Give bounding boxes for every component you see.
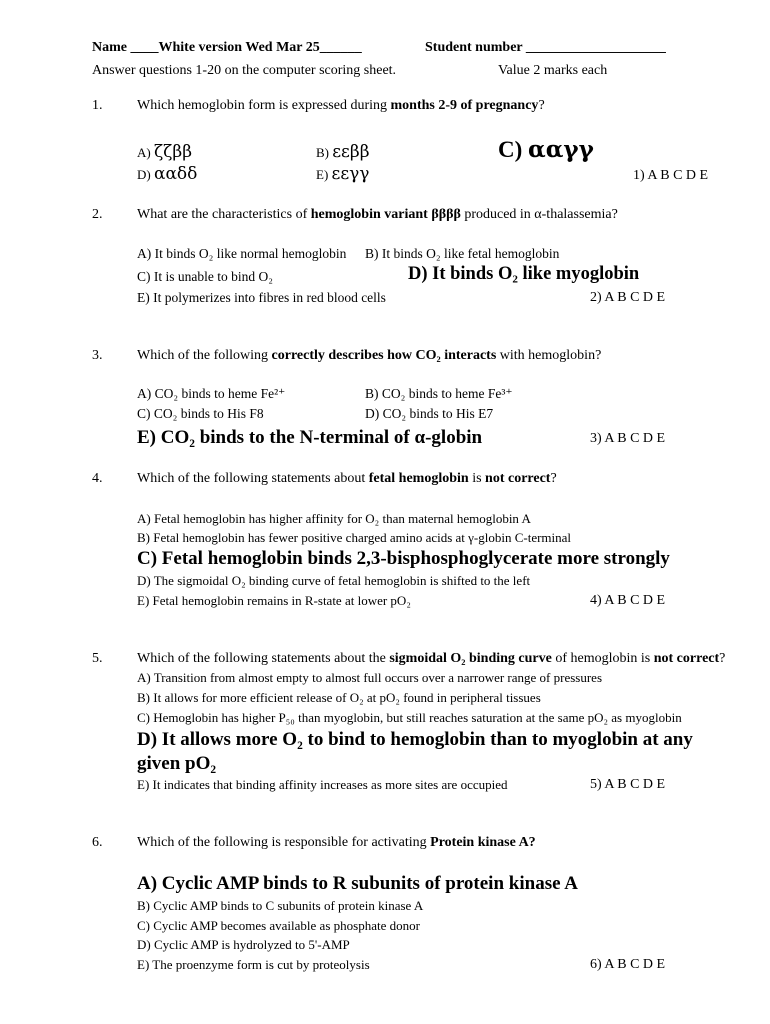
answer-key: 6) A B C D E: [590, 957, 666, 972]
instructions: Answer questions 1-20 on the computer scoring sheet.: [92, 63, 397, 78]
option-correct: E) CO₂ binds to the N-terminal of α-globin: [137, 427, 483, 448]
option-correct-continued: given pO₂: [137, 753, 217, 774]
question-stem: Which of the following correctly describes how CO₂ interacts with hemoglobin?: [137, 348, 602, 363]
answer-key: 4) A B C D E: [590, 593, 666, 608]
option: B) CO₂ binds to heme Fe³⁺: [365, 386, 513, 401]
option: D) CO₂ binds to His E7: [365, 406, 494, 421]
option-correct: C) ααγγ: [498, 136, 594, 163]
question-stem: Which of the following statements about fetal hemoglobin is not correct?: [137, 471, 557, 486]
option-correct: C) Fetal hemoglobin binds 2,3-bisphosphoglycerate more strongly: [137, 548, 670, 569]
answer-key: 2) A B C D E: [590, 290, 666, 305]
option: B) εεββ: [316, 142, 370, 162]
answer-key: 5) A B C D E: [590, 777, 666, 792]
student-number: Student number ____________________: [425, 40, 666, 55]
question-number: 2.: [92, 207, 103, 222]
question-stem: What are the characteristics of hemoglobin variant ββββ produced in α-thalassemia?: [137, 207, 618, 222]
option: B) It allows for more efficient release of O₂ at pO₂ found in peripheral tissues: [137, 690, 541, 705]
name-line: Name ____White version Wed Mar 25______: [92, 40, 362, 55]
option: E) εεγγ: [316, 164, 370, 184]
question-stem: Which of the following is responsible for activating Protein kinase A?: [137, 835, 536, 850]
option: A) It binds O₂ like normal hemoglobin: [137, 246, 347, 261]
option: D) ααδδ: [137, 164, 198, 184]
option: C) Hemoglobin has higher P₅₀ than myoglobin, but still reaches saturation at the same pO₂ as myoglobin: [137, 710, 682, 725]
question-stem: Which of the following statements about the sigmoidal O₂ binding curve of hemoglobin is not correct?: [137, 651, 726, 666]
question-number: 3.: [92, 348, 103, 363]
question-number: 5.: [92, 651, 103, 666]
option: B) It binds O₂ like fetal hemoglobin: [365, 246, 560, 261]
question-stem: Which hemoglobin form is expressed during months 2-9 of pregnancy?: [137, 98, 545, 113]
option: A) ζζββ: [137, 142, 193, 162]
option: E) It indicates that binding affinity increases as more sites are occupied: [137, 777, 508, 792]
option-correct: D) It binds O₂ like myoglobin: [408, 264, 640, 284]
option: B) Cyclic AMP binds to C subunits of protein kinase A: [137, 898, 424, 913]
option: E) The proenzyme form is cut by proteolysis: [137, 957, 370, 972]
question-number: 4.: [92, 471, 103, 486]
option: C) CO₂ binds to His F8: [137, 406, 264, 421]
question-number: 6.: [92, 835, 103, 850]
value-note: Value 2 marks each: [498, 63, 608, 78]
option: D) Cyclic AMP is hydrolyzed to 5'-AMP: [137, 937, 350, 952]
option-correct: D) It allows more O₂ to bind to hemoglobin than to myoglobin at any: [137, 729, 693, 750]
option-correct: A) Cyclic AMP binds to R subunits of protein kinase A: [137, 873, 578, 894]
option: B) Fetal hemoglobin has fewer positive charged amino acids at γ-globin C-terminal: [137, 530, 572, 545]
answer-key: 1) A B C D E: [633, 168, 709, 183]
option: A) CO₂ binds to heme Fe²⁺: [137, 386, 286, 401]
option: A) Fetal hemoglobin has higher affinity for O₂ than maternal hemoglobin A: [137, 511, 531, 526]
option: D) The sigmoidal O₂ binding curve of fetal hemoglobin is shifted to the left: [137, 573, 531, 588]
option: C) Cyclic AMP becomes available as phosphate donor: [137, 918, 420, 933]
question-number: 1.: [92, 98, 103, 113]
option: A) Transition from almost empty to almost full occurs over a narrower range of pressures: [137, 670, 603, 685]
answer-key: 3) A B C D E: [590, 431, 666, 446]
option: C) It is unable to bind O₂: [137, 269, 273, 284]
option: E) It polymerizes into fibres in red blood cells: [137, 290, 386, 305]
option: E) Fetal hemoglobin remains in R-state at lower pO₂: [137, 593, 411, 608]
